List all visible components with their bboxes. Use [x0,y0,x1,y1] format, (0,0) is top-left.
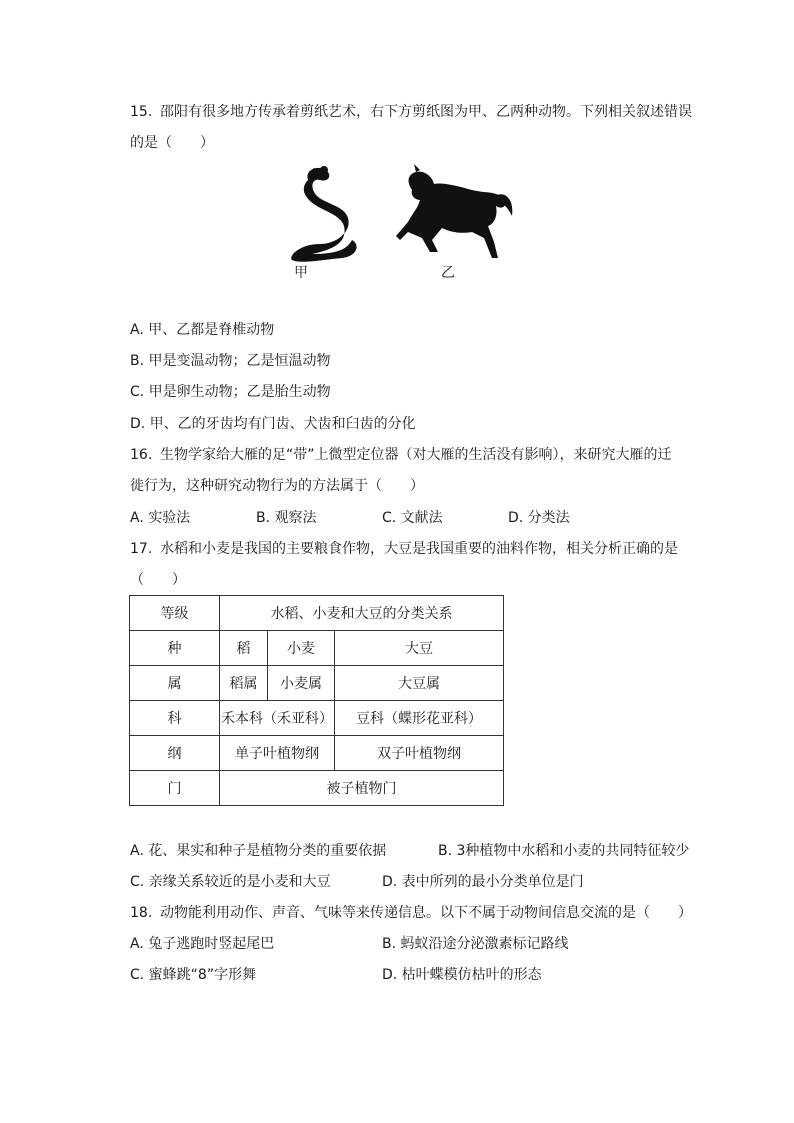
q17-number: 17. [130,541,153,557]
q15-option-d[interactable]: D. 甲、乙的牙齿均有门齿、犬齿和臼齿的分化 [130,416,416,432]
header-rank: 等级 [130,596,220,631]
table-row-genus [130,666,504,701]
q17-option-d[interactable]: D. 表中所列的最小分类单位是门 [382,874,584,890]
q15-number: 15. [130,104,153,120]
table-cell: 大豆属 [335,666,504,701]
table-cell: 种 [130,631,220,666]
figure-label-jia: 甲 [294,265,308,281]
q16-option-b[interactable]: B. 观察法 [256,510,317,526]
q15-option-c[interactable]: C. 甲是卵生动物；乙是胎生动物 [130,384,331,400]
q18-stem-text: 动物能利用动作、声音、气味等来传递信息。以下不属于动物间信息交流的是（ ） [160,905,692,921]
q16-option-d[interactable]: D. 分类法 [508,510,570,526]
q17-option-c[interactable]: C. 亲缘关系较近的是小麦和大豆 [130,874,331,890]
paper-cut-image [282,160,522,265]
q15-option-a[interactable]: A. 甲、乙都是脊椎动物 [130,322,275,338]
paper-cut-figure [282,160,522,285]
table-cell: 小麦 [268,631,335,666]
q18-option-c[interactable]: C. 蜜蜂跳“8”字形舞 [130,967,257,983]
q17-stem-line1 [130,539,678,559]
q16-stem-text: 生物学家给大雁的足“带”上微型定位器（对大雁的生活没有影响），来研究大雁的迁 [160,447,672,463]
q15-stem-text: 邵阳有很多地方传承着剪纸艺术，右下方剪纸图为甲、乙两种动物。下列相关叙述错误 [160,104,692,120]
table-header-row [130,596,504,631]
table-cell: 科 [130,701,220,736]
q16-stem-line2: 徙行为，这种研究动物行为的方法属于（ ） [130,478,424,494]
q17-stem-line2: （ ） [130,572,186,588]
table-cell: 属 [130,666,220,701]
q18-option-a[interactable]: A. 兔子逃跑时竖起尾巴 [130,936,275,952]
table-cell: 大豆 [335,631,504,666]
header-title: 水稻、小麦和大豆的分类关系 [220,596,504,631]
table-cell: 小麦属 [268,666,335,701]
figure-label-yi: 乙 [441,265,455,281]
q18-stem-line1 [130,903,692,923]
table-row-family [130,701,504,736]
q16-option-a[interactable]: A. 实验法 [130,510,191,526]
q18-option-b[interactable]: B. 蚂蚁沿途分泌激素标记路线 [382,936,569,952]
table-cell: 门 [130,771,220,806]
table-row-phylum [130,771,504,806]
table-cell: 纲 [130,736,220,771]
table-cell: 被子植物门 [220,771,504,806]
table-cell: 禾本科（禾亚科） [220,701,335,736]
q15-stem-line1 [130,102,692,122]
table-cell: 稻属 [220,666,268,701]
q15-stem-line2: 的是（ ） [130,135,214,151]
q16-option-c[interactable]: C. 文献法 [382,510,443,526]
snake-silhouette [291,166,356,262]
horse-silhouette [396,164,512,258]
q16-stem-line1 [130,445,672,465]
table-row-species [130,631,504,666]
classification-table [129,595,504,806]
q17-option-a[interactable]: A. 花、果实和种子是植物分类的重要依据 [130,843,387,859]
q17-option-b[interactable]: B. 3种植物中水稻和小麦的共同特征较少 [438,843,690,859]
q18-option-d[interactable]: D. 枯叶蝶模仿枯叶的形态 [382,967,542,983]
q18-number: 18. [130,905,153,921]
table-cell: 双子叶植物纲 [335,736,504,771]
table-cell: 豆科（蝶形花亚科） [335,701,504,736]
q16-number: 16. [130,447,153,463]
table-cell: 单子叶植物纲 [220,736,335,771]
table-cell: 稻 [220,631,268,666]
table-row-class [130,736,504,771]
q17-stem-text: 水稻和小麦是我国的主要粮食作物，大豆是我国重要的油料作物，相关分析正确的是 [160,541,678,557]
q15-option-b[interactable]: B. 甲是变温动物；乙是恒温动物 [130,353,331,369]
